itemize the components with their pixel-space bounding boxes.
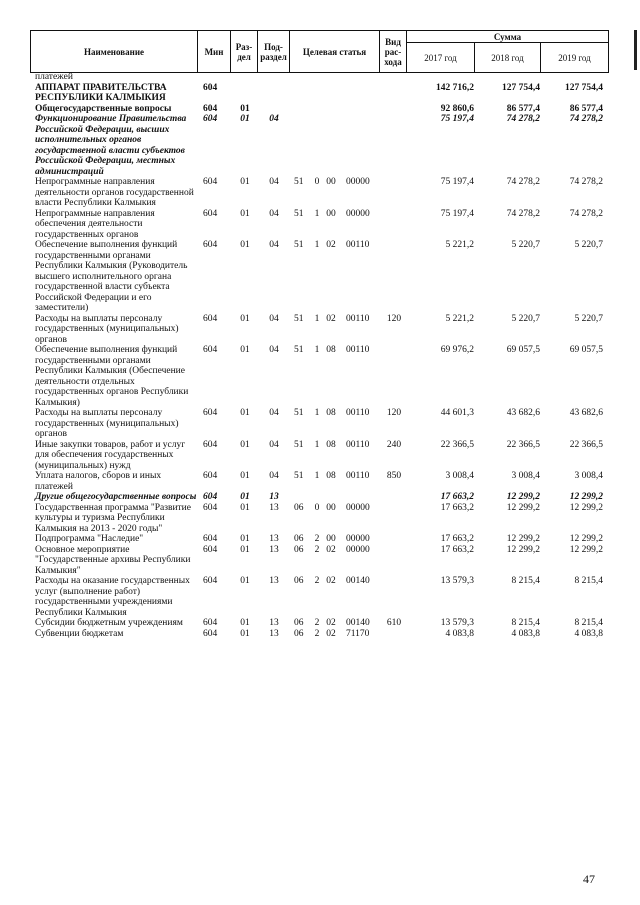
cell-s2: 5 220,7	[511, 240, 540, 250]
cell-s2: 12 299,2	[506, 502, 540, 513]
table-row	[0, 440, 640, 472]
scan-edge-mark	[634, 30, 637, 70]
table-row	[0, 177, 640, 209]
cell-pod: 04	[269, 471, 279, 481]
cell-raz: 01	[240, 492, 250, 502]
cell-s1: 75 197,4	[440, 177, 474, 187]
table-header	[30, 30, 609, 73]
cell-min: 604	[203, 471, 218, 481]
cell-p2: 1	[314, 240, 320, 250]
cell-pod: 13	[269, 628, 279, 639]
cell-p3: 08	[326, 345, 336, 355]
cell-s2: 22 366,5	[506, 439, 540, 450]
cell-raz: 01	[240, 544, 250, 555]
row-name: Государственная программа "Развитие культуры и туризма Республики Калмыкия на 2013 - 2020 годы"	[35, 502, 191, 534]
cell-p1: 51	[294, 313, 304, 324]
cell-s3: 12 299,2	[569, 492, 603, 502]
cell-s1: 5 221,2	[445, 313, 474, 324]
cell-raz: 01	[240, 502, 250, 513]
cell-min: 604	[203, 177, 218, 187]
cell-p3: 00	[326, 502, 336, 513]
cell-raz: 01	[240, 618, 250, 628]
cell-raz: 01	[240, 576, 250, 586]
cell-raz: 01	[240, 471, 250, 481]
cell-s3: 3 008,4	[574, 471, 603, 481]
cell-s3: 5 220,7	[574, 240, 603, 250]
cell-p2: 1	[314, 439, 320, 450]
cell-p2: 2	[314, 544, 320, 555]
cell-raz: 01	[240, 408, 250, 418]
cell-min: 604	[203, 502, 218, 513]
table-row	[0, 408, 640, 440]
cell-min: 604	[203, 534, 218, 544]
cell-pod: 13	[269, 492, 279, 502]
cell-min: 604	[203, 544, 218, 555]
cell-s1: 92 860,6	[440, 103, 474, 114]
table-row	[0, 545, 640, 577]
header-name: Наименование	[31, 31, 198, 73]
table-row	[0, 114, 640, 177]
cell-p2: 1	[314, 471, 320, 481]
cell-vid: 850	[386, 471, 402, 481]
cell-min: 604	[203, 492, 218, 502]
cell-s1: 13 579,3	[440, 576, 474, 586]
cell-p3: 02	[326, 313, 336, 324]
page-number: 47	[583, 872, 595, 886]
row-name: Обеспечение выполнения функций государственными органами Республики Калмыкия (Руководитель высшего исполнительного органа государственной власти субъекта Российской Федерации и его заместители)	[35, 240, 188, 313]
cell-p2: 2	[314, 576, 320, 586]
row-name: Обеспечение выполнения функций государственными органами Республики Калмыкия (Обеспечение деятельности отдельных государственных органов Республики Калмыкия)	[35, 345, 189, 408]
cell-p3: 02	[326, 576, 336, 586]
cell-p1: 06	[294, 618, 304, 628]
header-min: Мин	[198, 31, 231, 73]
cell-p2: 1	[314, 408, 320, 418]
cell-raz: 01	[240, 345, 250, 355]
cell-s2: 12 299,2	[506, 492, 540, 502]
row-name: Иные закупки товаров, работ и услуг для обеспечения государственных (муниципальных) нужд	[35, 439, 186, 471]
row-name: Субвенции бюджетам	[35, 628, 124, 639]
cell-s1: 44 601,3	[440, 408, 474, 418]
table-row	[0, 534, 640, 545]
cell-s1: 13 579,3	[440, 618, 474, 628]
cell-s2: 86 577,4	[506, 103, 540, 114]
cell-s1: 75 197,4	[440, 208, 474, 219]
row-name: Расходы на оказание государственных услуг (выполнение работ) государственными учреждениями Республики Калмыкия	[35, 576, 190, 618]
cell-p1: 51	[294, 240, 304, 250]
cell-pod: 04	[269, 439, 279, 450]
cell-raz: 01	[240, 240, 250, 250]
cell-p4: 71170	[346, 628, 370, 639]
cell-p4: 00110	[346, 408, 370, 418]
cell-p3: 00	[326, 177, 336, 187]
cell-p1: 06	[294, 534, 304, 544]
cell-p1: 06	[294, 502, 304, 513]
header-podrazdel: Под- раздел	[258, 31, 290, 73]
cell-p4: 00110	[346, 439, 370, 450]
cell-s3: 74 278,2	[569, 114, 603, 124]
row-name: Непрограммные направления обеспечения деятельности государственных органов	[35, 208, 155, 240]
cell-pod: 04	[269, 240, 279, 250]
cell-p2: 0	[314, 502, 320, 513]
row-name: платежей	[35, 72, 73, 82]
cell-s2: 12 299,2	[506, 534, 540, 544]
cell-s1: 142 716,2	[436, 82, 474, 93]
cell-pod: 13	[269, 502, 279, 513]
cell-pod: 13	[269, 618, 279, 628]
cell-min: 604	[203, 576, 218, 586]
cell-min: 604	[203, 628, 218, 639]
table-row	[0, 72, 640, 83]
table-row	[0, 503, 640, 535]
cell-raz: 01	[240, 208, 250, 219]
row-name: Функционирование Правительства Российской Федерации, высших исполнительных органов государственной власти субъектов Российской Федерации, местных администраций	[35, 114, 187, 177]
cell-min: 604	[203, 82, 218, 93]
table-row	[0, 629, 640, 640]
cell-min: 604	[203, 103, 218, 114]
cell-p2: 0	[314, 177, 320, 187]
cell-vid: 240	[386, 439, 402, 450]
cell-s2: 8 215,4	[511, 618, 540, 628]
cell-s1: 22 366,5	[440, 439, 474, 450]
cell-p4: 00000	[346, 534, 370, 544]
cell-pod: 13	[269, 544, 279, 555]
cell-p1: 06	[294, 628, 304, 639]
cell-s2: 4 083,8	[511, 628, 540, 639]
table-row	[0, 209, 640, 241]
cell-p4: 00000	[346, 544, 370, 555]
cell-min: 604	[203, 240, 218, 250]
cell-s3: 74 278,2	[569, 208, 603, 219]
cell-min: 604	[203, 114, 218, 124]
header-year-2019: 2019 год	[541, 43, 609, 73]
cell-p4: 00000	[346, 208, 370, 219]
cell-p1: 06	[294, 576, 304, 586]
cell-s3: 8 215,4	[574, 618, 603, 628]
row-name: Общегосударственные вопросы	[35, 103, 172, 114]
cell-p4: 00140	[346, 618, 370, 628]
cell-pod: 04	[269, 345, 279, 355]
cell-s3: 12 299,2	[569, 544, 603, 555]
cell-s2: 74 278,2	[506, 114, 540, 124]
row-name: АППАРАТ ПРАВИТЕЛЬСТВА РЕСПУБЛИКИ КАЛМЫКИЯ	[35, 82, 167, 103]
cell-vid: 120	[386, 313, 402, 324]
header-razdel: Раз- дел	[231, 31, 258, 73]
cell-p2: 2	[314, 618, 320, 628]
table-row	[0, 240, 640, 314]
cell-s3: 22 366,5	[569, 439, 603, 450]
table-row	[0, 83, 640, 104]
cell-p3: 08	[326, 439, 336, 450]
row-name: Субсидии бюджетным учреждениям	[35, 618, 183, 628]
cell-s3: 5 220,7	[574, 313, 603, 324]
cell-s3: 86 577,4	[569, 103, 603, 114]
cell-s2: 3 008,4	[511, 471, 540, 481]
cell-raz: 01	[240, 313, 250, 324]
row-name: Подпрограмма "Наследие"	[35, 534, 144, 544]
table-row	[0, 345, 640, 408]
cell-p4: 00000	[346, 502, 370, 513]
cell-s1: 75 197,4	[440, 114, 474, 124]
row-name: Уплата налогов, сборов и иных платежей	[35, 471, 162, 492]
cell-s1: 4 083,8	[445, 628, 474, 639]
cell-s1: 17 663,2	[440, 492, 474, 502]
cell-s1: 17 663,2	[440, 534, 474, 544]
table-row	[0, 576, 640, 618]
cell-p4: 00110	[346, 471, 370, 481]
table-row	[0, 492, 640, 503]
cell-s2: 69 057,5	[506, 345, 540, 355]
cell-s3: 12 299,2	[569, 534, 603, 544]
cell-s1: 17 663,2	[440, 502, 474, 513]
cell-min: 604	[203, 439, 218, 450]
cell-min: 604	[203, 208, 218, 219]
cell-raz: 01	[240, 103, 250, 114]
header-vid: Вид рас- хода	[380, 31, 407, 73]
table-row	[0, 104, 640, 115]
header-year-2018: 2018 год	[475, 43, 541, 73]
cell-p2: 1	[314, 313, 320, 324]
cell-s2: 5 220,7	[511, 313, 540, 324]
table-row	[0, 314, 640, 346]
cell-s1: 69 976,2	[440, 345, 474, 355]
cell-min: 604	[203, 408, 218, 418]
cell-p4: 00110	[346, 345, 370, 355]
cell-s2: 127 754,4	[502, 82, 540, 93]
cell-p3: 02	[326, 618, 336, 628]
cell-s2: 12 299,2	[506, 544, 540, 555]
cell-pod: 04	[269, 114, 279, 124]
cell-pod: 13	[269, 534, 279, 544]
cell-s2: 74 278,2	[506, 208, 540, 219]
row-name: Расходы на выплаты персоналу государственных (муниципальных) органов	[35, 408, 179, 439]
cell-raz: 01	[240, 114, 250, 124]
cell-s1: 3 008,4	[445, 471, 474, 481]
cell-pod: 04	[269, 408, 279, 418]
cell-pod: 04	[269, 313, 279, 324]
cell-s2: 74 278,2	[506, 177, 540, 187]
row-name: Расходы на выплаты персоналу государственных (муниципальных) органов	[35, 313, 179, 345]
cell-p3: 00	[326, 208, 336, 219]
cell-s3: 127 754,4	[565, 82, 603, 93]
cell-raz: 01	[240, 628, 250, 639]
cell-p2: 1	[314, 208, 320, 219]
cell-p1: 51	[294, 439, 304, 450]
cell-raz: 01	[240, 439, 250, 450]
cell-s3: 74 278,2	[569, 177, 603, 187]
cell-s3: 69 057,5	[569, 345, 603, 355]
cell-pod: 04	[269, 177, 279, 187]
header-year-2017: 2017 год	[407, 43, 475, 73]
row-name: Другие общегосударственные вопросы	[35, 492, 197, 502]
table-row	[0, 471, 640, 492]
cell-s2: 43 682,6	[506, 408, 540, 418]
table-body	[0, 72, 640, 639]
cell-p2: 2	[314, 628, 320, 639]
cell-vid: 120	[386, 408, 402, 418]
cell-s1: 17 663,2	[440, 544, 474, 555]
cell-vid: 610	[386, 618, 402, 628]
cell-s3: 43 682,6	[569, 408, 603, 418]
cell-p1: 51	[294, 208, 304, 219]
cell-s3: 4 083,8	[574, 628, 603, 639]
cell-s3: 8 215,4	[574, 576, 603, 586]
cell-pod: 04	[269, 208, 279, 219]
cell-p1: 51	[294, 345, 304, 355]
cell-p3: 02	[326, 628, 336, 639]
cell-p4: 00000	[346, 177, 370, 187]
cell-p1: 51	[294, 408, 304, 418]
cell-p1: 06	[294, 544, 304, 555]
cell-min: 604	[203, 313, 218, 324]
row-name: Основное мероприятие "Государственные архивы Республики Калмыкия"	[35, 544, 191, 576]
table-row	[0, 618, 640, 629]
cell-p4: 00110	[346, 313, 370, 324]
cell-p3: 02	[326, 544, 336, 555]
cell-p4: 00140	[346, 576, 370, 586]
row-name: Непрограммные направления деятельности органов государственной власти Республики Калмыкия	[35, 177, 194, 208]
cell-p3: 08	[326, 471, 336, 481]
header-target: Целевая статья	[290, 31, 380, 73]
cell-p2: 1	[314, 345, 320, 355]
cell-raz: 01	[240, 534, 250, 544]
cell-s2: 8 215,4	[511, 576, 540, 586]
cell-pod: 13	[269, 576, 279, 586]
cell-min: 604	[203, 345, 218, 355]
cell-p1: 51	[294, 471, 304, 481]
cell-p3: 08	[326, 408, 336, 418]
cell-p1: 51	[294, 177, 304, 187]
header-summa: Сумма	[407, 31, 609, 43]
cell-p3: 02	[326, 240, 336, 250]
cell-raz: 01	[240, 177, 250, 187]
cell-s1: 5 221,2	[445, 240, 474, 250]
cell-p3: 00	[326, 534, 336, 544]
cell-s3: 12 299,2	[569, 502, 603, 513]
cell-min: 604	[203, 618, 218, 628]
cell-p4: 00110	[346, 240, 370, 250]
cell-p2: 2	[314, 534, 320, 544]
